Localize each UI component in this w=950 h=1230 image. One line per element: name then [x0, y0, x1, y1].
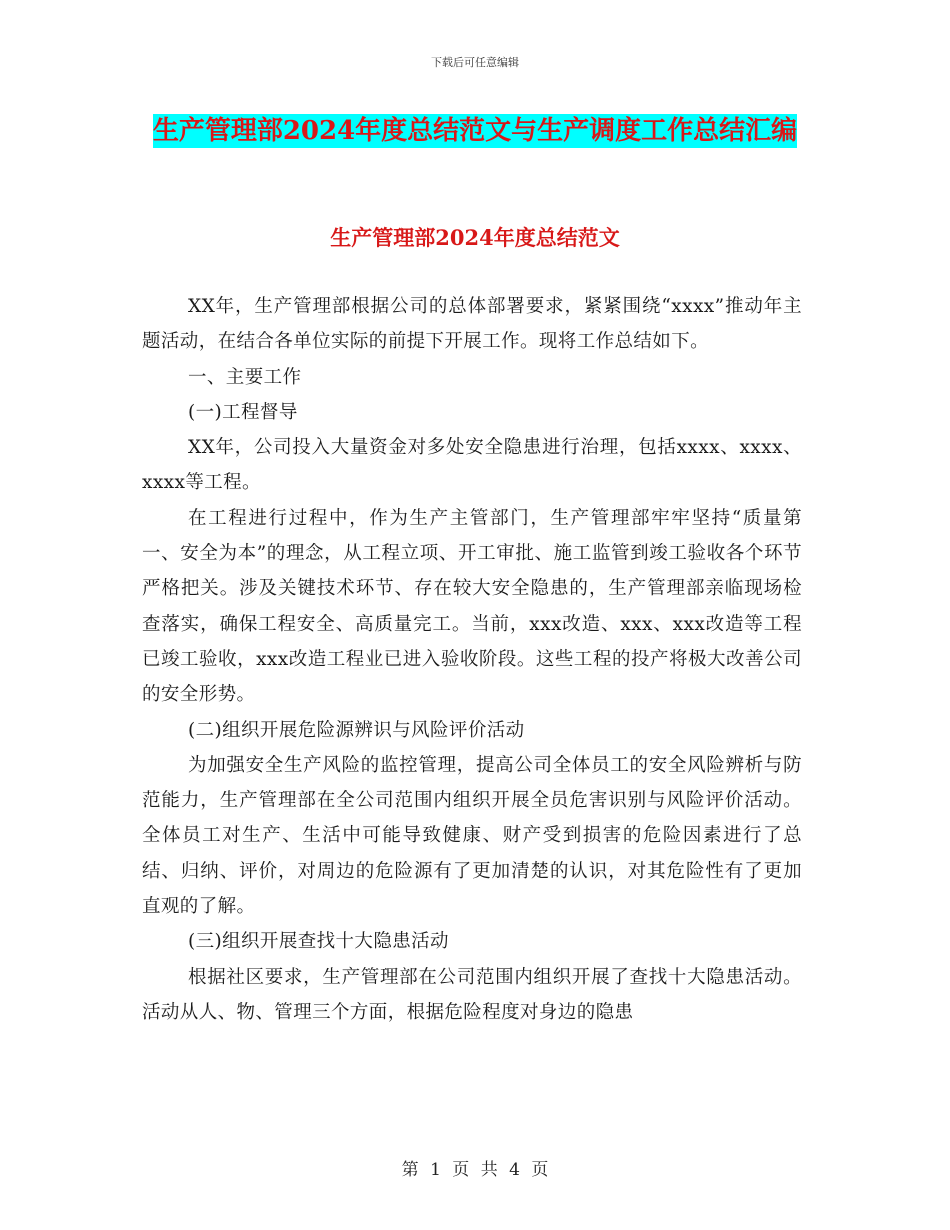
heading-main-work: 一、主要工作 [188, 366, 302, 388]
header-note: 下载后可任意编辑 [431, 56, 519, 69]
document-main-title [140, 108, 810, 154]
section-title: 生产管理部2024年度总结范文 [330, 225, 620, 250]
paragraph: 为加强安全生产风险的监控管理，提高公司全体员工的安全风险辨析与防范能力，生产管理部在全公司范围内组织开展全员危害识别与风险评价活动。全体员工对生产、生活中可能导致健康、财产受到损害的危险因素进行了总结、归纳、评价，对周边的危险源有了更加清楚的认识，对其危险性有了更加直观的了解。 [142, 754, 802, 918]
paragraph: XX年，公司投入大量资金对多处安全隐患进行治理，包括xxxx、xxxx、xxxx等工程。 [142, 437, 802, 494]
page-number-footer: 第 1 页 共 4 页 [401, 1160, 549, 1180]
subheading-hazard-identification: (二)组织开展危险源辨识与风险评价活动 [188, 719, 525, 741]
paragraph: 根据社区要求，生产管理部在公司范围内组织开展了查找十大隐患活动。活动从人、物、管理三个方面，根据危险程度对身边的隐患 [142, 966, 802, 1023]
subheading-project-supervision: (一)工程督导 [188, 401, 298, 423]
document-body [142, 289, 802, 1030]
main-title-text: 生产管理部2024年度总结范文与生产调度工作总结汇编 [152, 116, 798, 146]
paragraph: XX年，生产管理部根据公司的总体部署要求，紧紧围绕“xxxx”推动年主题活动，在结合各单位实际的前提下开展工作。现将工作总结如下。 [142, 296, 802, 353]
paragraph: 在工程进行过程中，作为生产主管部门，生产管理部牢牢坚持“质量第一、安全为本”的理念，从工程立项、开工审批、施工监管到竣工验收各个环节严格把关。涉及关键技术环节、存在较大安全隐患的，生产管理部亲临现场检查落实，确保工程安全、高质量完工。当前，xxx改造、xxx、xxx改造等工程已竣工验收，xxx改造工程业已进入验收阶段。这些工程的投产将极大改善公司的安全形势。 [142, 507, 802, 706]
subheading-top-ten-hazards: (三)组织开展查找十大隐患活动 [188, 931, 449, 953]
